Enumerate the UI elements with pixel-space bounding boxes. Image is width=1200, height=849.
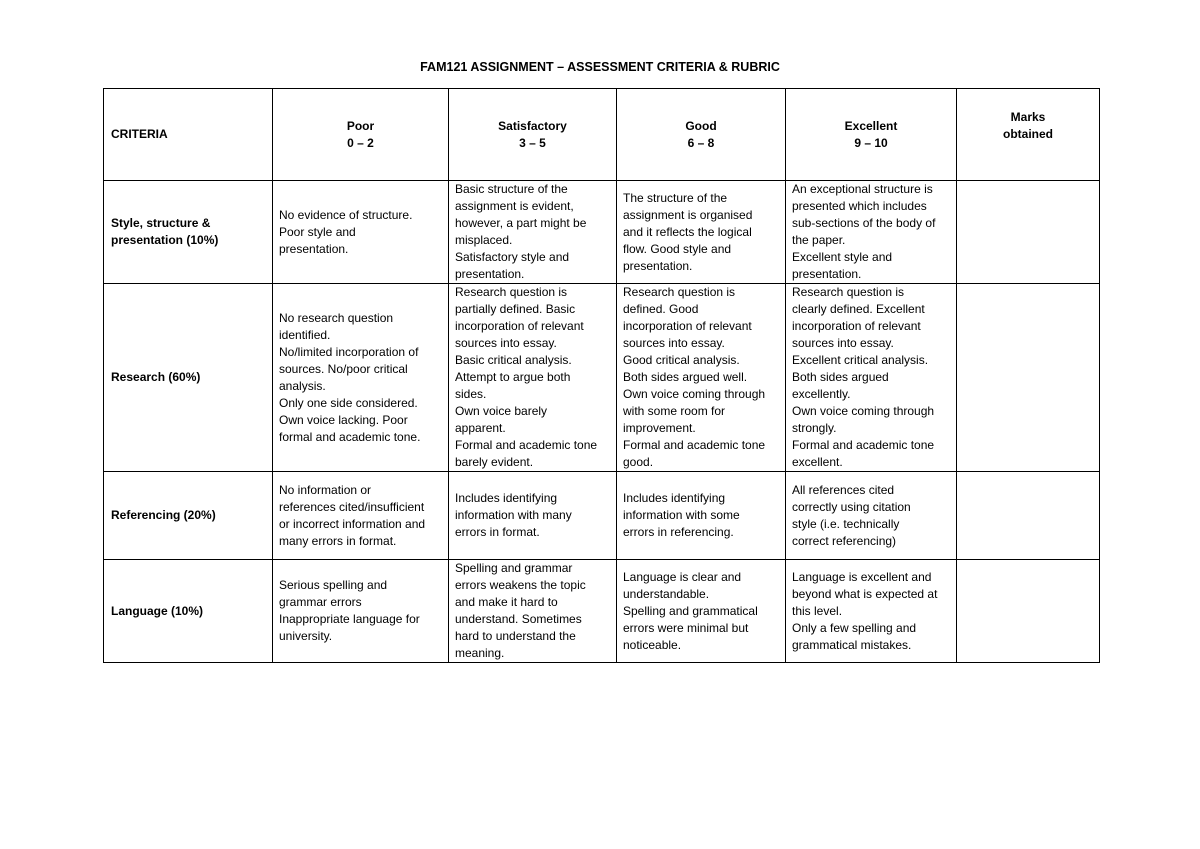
cell-good — [617, 472, 786, 560]
document-title: FAM121 ASSIGNMENT – ASSESSMENT CRITERIA & RUBRIC — [420, 60, 780, 74]
cell-text: No evidence of structure. Poor style and presentation. — [279, 207, 413, 256]
band-range: 3 – 5 — [519, 135, 546, 150]
header-criteria: CRITERIA — [104, 89, 273, 181]
header-row — [104, 89, 1100, 181]
band-name: Poor — [346, 118, 375, 133]
cell-excellent — [786, 284, 957, 472]
criterion-text: Language (10%) — [111, 603, 204, 618]
cell-text: Includes identifying information with some errors in referencing. — [623, 491, 740, 539]
cell-excellent — [786, 472, 957, 560]
criterion-label — [104, 560, 273, 663]
header-band-excellent — [786, 89, 957, 181]
cell-text: Language is clear and understandable. Spelling and grammatical errors were minimal but noticeable. — [623, 569, 758, 652]
table-row — [104, 284, 1100, 472]
cell-satisfactory — [449, 284, 617, 472]
table-row — [104, 560, 1100, 663]
cell-text: Research question is partially defined. Basic incorporation of relevant sources into essay. Basic critical analysis. Attempt to argue both sides. Own voice barely apparent. Formal and academic tone barely evident. — [455, 285, 598, 469]
cell-poor — [273, 181, 449, 284]
cell-text: Research question is clearly defined. Excellent incorporation of relevant sources into essay. Excellent critical analysis. Both sides argued excellently. Own voice coming through strongly. Formal and academic tone excellent. — [792, 285, 935, 469]
cell-poor — [273, 472, 449, 560]
band-range: 6 – 8 — [687, 135, 715, 150]
criterion-text: Style, structure & presentation (10%) — [111, 216, 219, 247]
cell-marks — [957, 284, 1100, 472]
cell-satisfactory — [449, 560, 617, 663]
cell-marks — [957, 181, 1100, 284]
cell-poor — [273, 284, 449, 472]
cell-text: Includes identifying information with many errors in format. — [455, 491, 572, 539]
cell-satisfactory — [449, 472, 617, 560]
cell-good — [617, 560, 786, 663]
cell-text: Language is excellent and beyond what is expected at this level. Only a few spelling and grammatical mistakes. — [792, 569, 938, 652]
header-band-satisfactory — [449, 89, 617, 181]
criterion-label — [104, 284, 273, 472]
criterion-label — [104, 472, 273, 560]
rubric-table — [103, 88, 1100, 663]
band-name: Satisfactory — [498, 118, 567, 133]
table-row — [104, 472, 1100, 560]
cell-text: No research question identified. No/limited incorporation of sources. No/poor critical analysis. Only one side considered. Own voice lacking. Poor formal and academic tone. — [279, 310, 421, 444]
cell-text: Spelling and grammar errors weakens the topic and make it hard to understand. Sometimes hard to understand the meaning. — [455, 561, 586, 660]
header-band-poor — [273, 89, 449, 181]
cell-text: The structure of the assignment is organised and it reflects the logical flow. Good style and presentation. — [623, 190, 753, 273]
criterion-label — [104, 181, 273, 284]
cell-excellent — [786, 560, 957, 663]
cell-marks — [957, 472, 1100, 560]
band-name: Excellent — [844, 118, 898, 133]
table-row — [104, 181, 1100, 284]
cell-marks — [957, 560, 1100, 663]
header-marks-obtained — [957, 89, 1100, 181]
cell-text: Serious spelling and grammar errors Inappropriate language for university. — [279, 578, 420, 643]
cell-satisfactory — [449, 181, 617, 284]
cell-poor — [273, 560, 449, 663]
criterion-text: Research (60%) — [111, 370, 201, 384]
band-name: Good — [685, 118, 717, 133]
criterion-text: Referencing (20%) — [111, 508, 216, 522]
band-range: 0 – 2 — [347, 135, 374, 150]
cell-text: All references cited correctly using citation style (i.e. technically correct referencing) — [792, 482, 911, 548]
cell-good — [617, 284, 786, 472]
cell-text: Research question is defined. Good incorporation of relevant sources into essay. Good critical analysis. Both sides argued well. Own voice coming through with some room for improvement. Formal and academic tone good. — [623, 285, 766, 469]
cell-good — [617, 181, 786, 284]
header-band-good — [617, 89, 786, 181]
marks-header-label: Marks obtained — [1003, 110, 1053, 141]
cell-text: No information or references cited/insufficient or incorrect information and many errors in format. — [279, 482, 426, 548]
cell-excellent — [786, 181, 957, 284]
cell-text: An exceptional structure is presented which includes sub-sections of the body of the paper. Excellent style and presentation. — [792, 182, 936, 281]
band-range: 9 – 10 — [854, 135, 888, 150]
cell-text: Basic structure of the assignment is evident, however, a part might be misplaced. Satisfactory style and presentation. — [455, 182, 587, 281]
